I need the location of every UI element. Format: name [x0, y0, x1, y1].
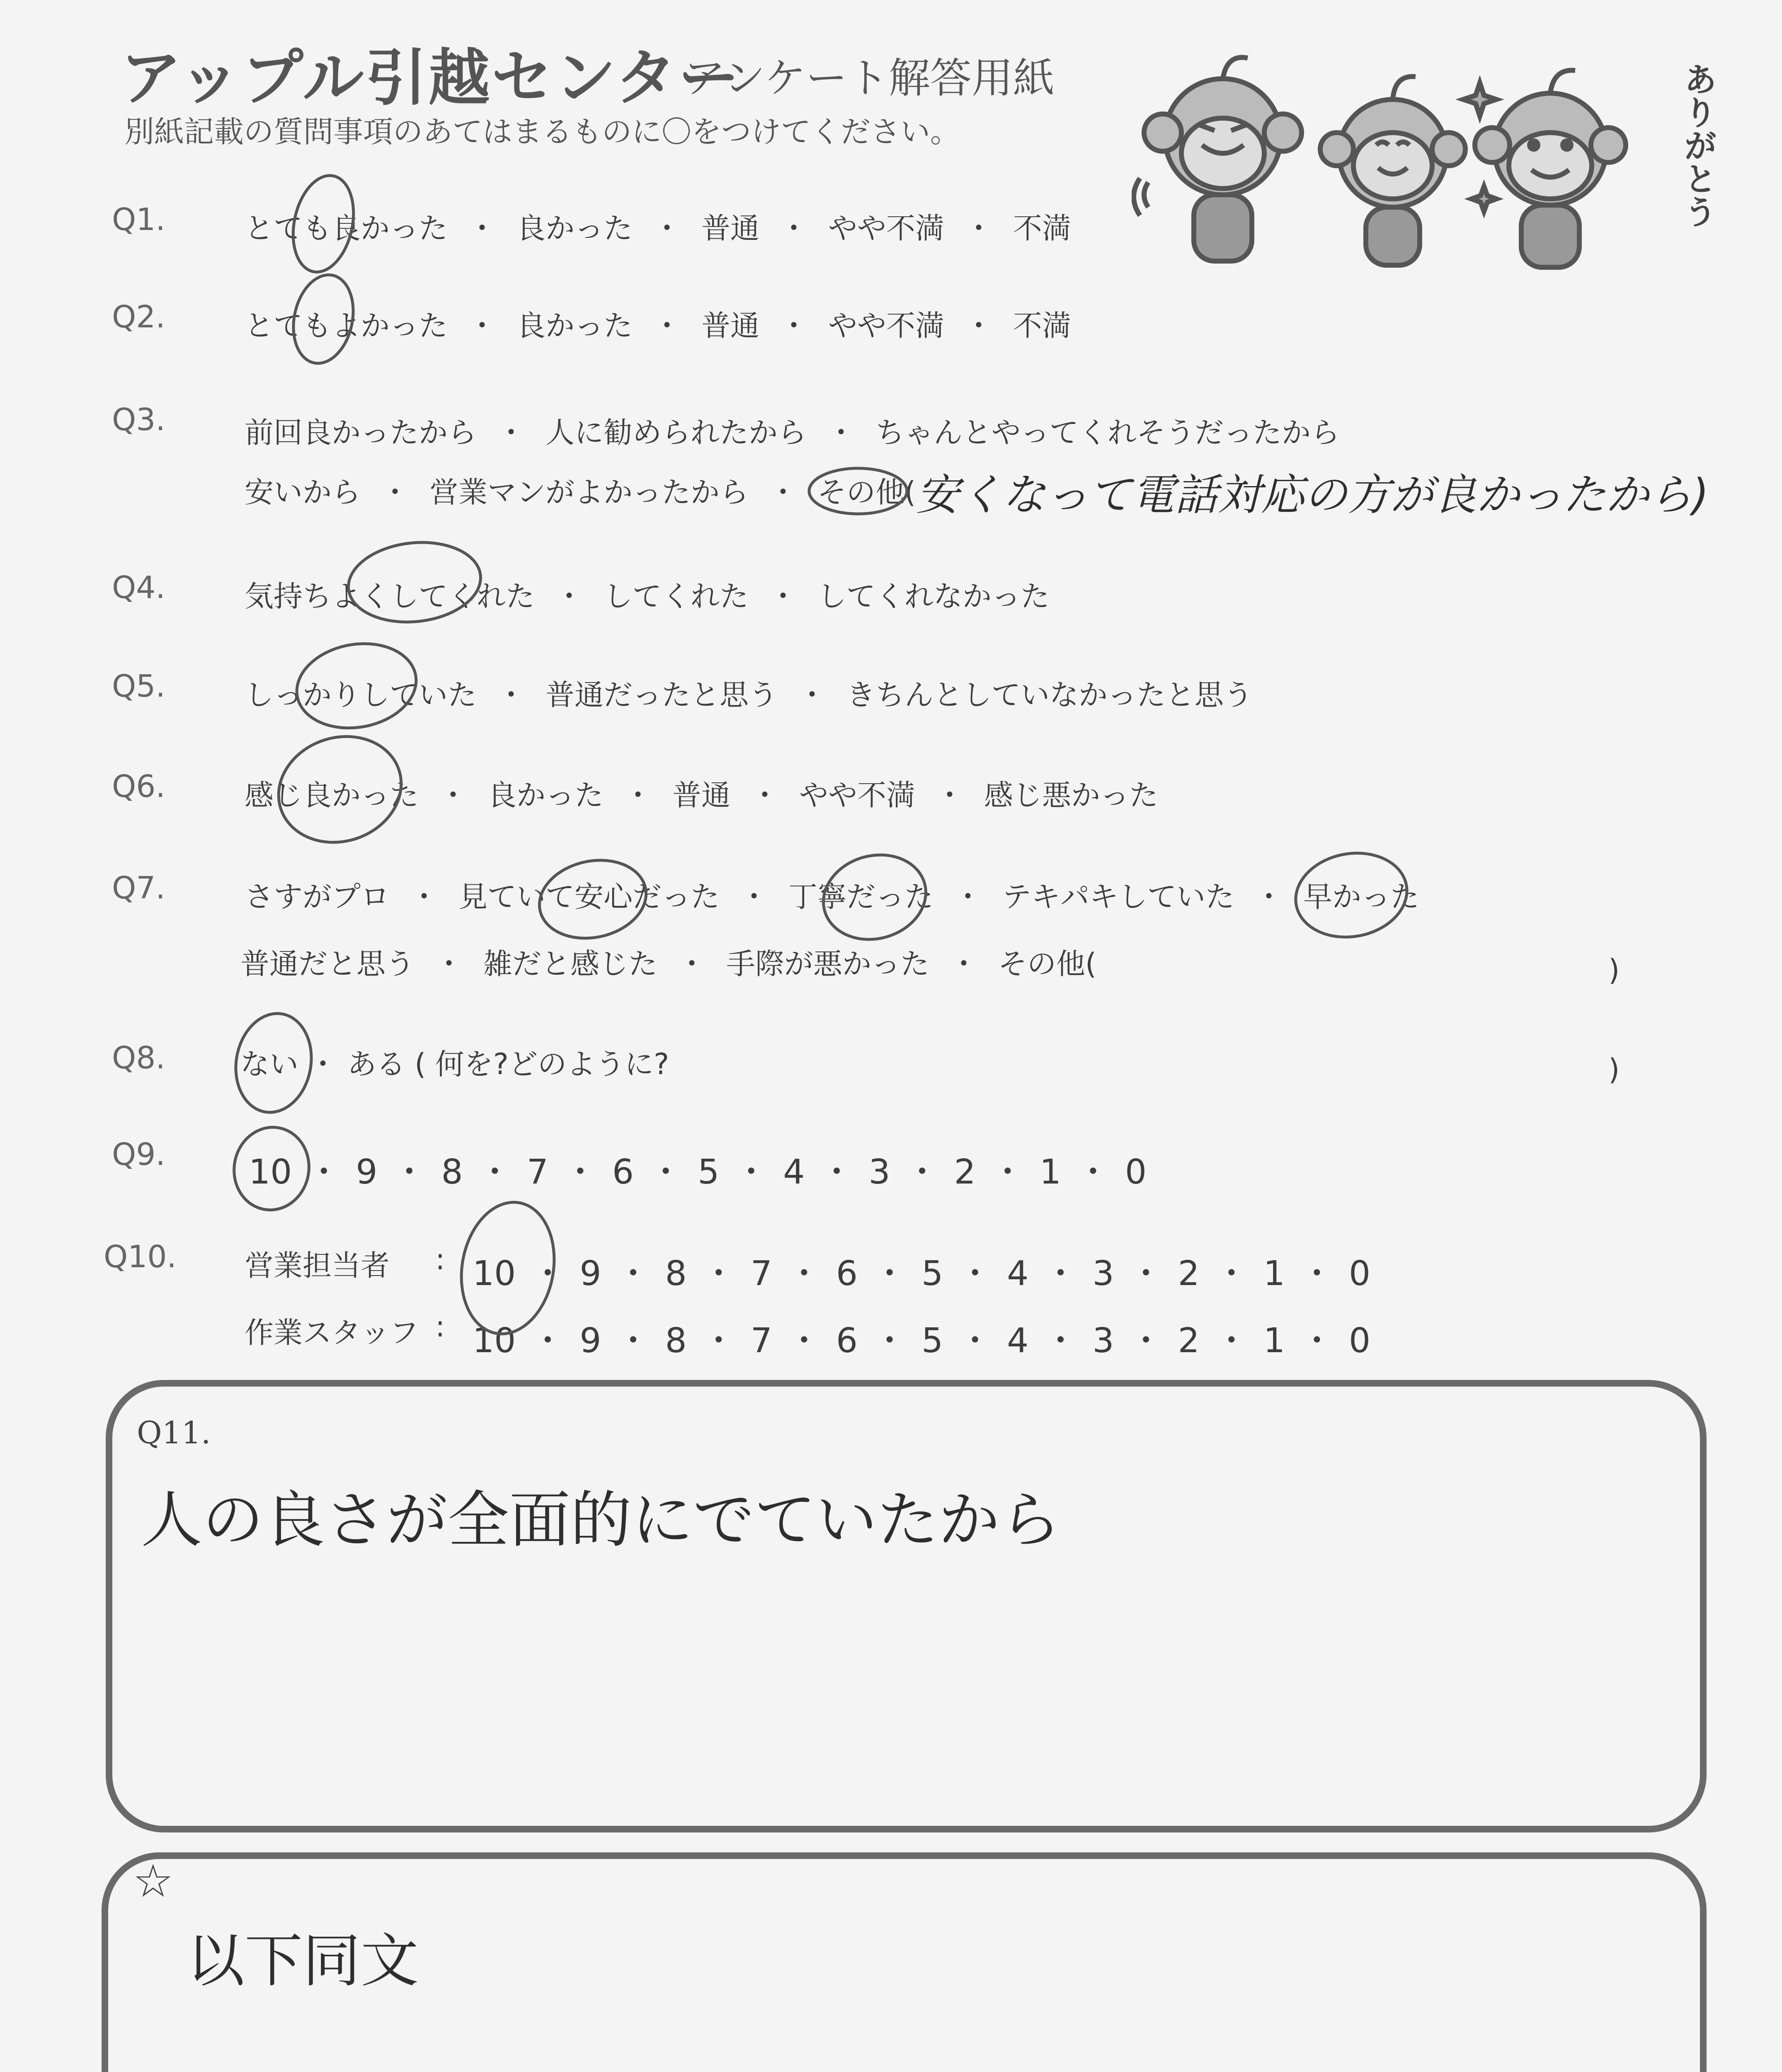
option-good[interactable]: 良かった: [516, 211, 633, 245]
rating-1[interactable]: 1: [1263, 1321, 1285, 1360]
rating-3[interactable]: 3: [868, 1152, 890, 1192]
q11-answer-box[interactable]: [106, 1380, 1707, 1832]
option-dissatisfied[interactable]: 不満: [1013, 211, 1071, 245]
selection-circle-mark: [812, 850, 937, 945]
option-bad[interactable]: 感じ悪かった: [984, 778, 1158, 812]
option-cheap[interactable]: 安いから: [245, 475, 361, 509]
option-average[interactable]: 普通: [701, 211, 759, 245]
option-other[interactable]: その他(: [817, 475, 916, 509]
instruction-text: 別紙記載の質問事項のあてはまるものに〇をつけてください。: [124, 114, 960, 149]
option-recommended[interactable]: 人に勧められたから: [546, 416, 807, 450]
rating-2[interactable]: 2: [954, 1152, 976, 1192]
option-reassuring[interactable]: 見ていて安心だった: [458, 880, 720, 914]
rating-8[interactable]: 8: [441, 1152, 463, 1192]
rating-7[interactable]: 7: [750, 1321, 772, 1360]
question-number: Q4.: [112, 570, 165, 605]
rating-8[interactable]: 8: [665, 1254, 687, 1293]
option-normal[interactable]: 普通だったと思う: [546, 678, 778, 712]
rating-2[interactable]: 2: [1178, 1254, 1200, 1293]
rating-9[interactable]: 9: [579, 1254, 601, 1293]
option-very-nice[interactable]: 感じ良かった: [245, 778, 419, 812]
option-not-proper[interactable]: きちんとしていなかったと思う: [846, 678, 1253, 712]
option-dissatisfied[interactable]: 不満: [1013, 309, 1071, 343]
option-slightly-dissatisfied[interactable]: やや不満: [799, 778, 915, 812]
option-very-good[interactable]: とてもよかった: [245, 309, 448, 343]
rating-4[interactable]: 4: [1007, 1321, 1029, 1360]
rating-row-label: 作業スタッフ: [245, 1316, 419, 1350]
selection-circle-mark: [286, 269, 361, 369]
rating-1[interactable]: 1: [1039, 1152, 1062, 1192]
question-options: 普通だと思う ・ 雑だと感じた ・ 手際が悪かった ・ その他(: [240, 947, 1097, 981]
option-efficient[interactable]: テキパキしていた: [1002, 880, 1234, 914]
colon: :: [435, 1242, 445, 1276]
question-number: Q1.: [112, 202, 165, 237]
option-slightly-dissatisfied[interactable]: やや不満: [828, 211, 944, 245]
question-number: Q6.: [112, 769, 165, 804]
question-options: 気持ちよくしてくれた ・ してくれた ・ してくれなかった: [245, 579, 1050, 613]
question-number: Q2.: [112, 299, 165, 335]
question-number: Q8.: [112, 1040, 165, 1076]
selection-circle-mark: [340, 535, 489, 630]
rating-4[interactable]: 4: [783, 1152, 805, 1192]
rating-9[interactable]: 9: [579, 1321, 601, 1360]
rating-5[interactable]: 5: [698, 1152, 720, 1192]
rating-6[interactable]: 6: [836, 1254, 858, 1293]
option-professional[interactable]: さすがプロ: [245, 880, 390, 914]
selection-circle-mark: [290, 638, 423, 733]
selection-circle-mark: [286, 170, 361, 278]
question-number: Q9.: [112, 1137, 165, 1172]
rating-3[interactable]: 3: [1092, 1321, 1114, 1360]
selection-circle-mark: [448, 1193, 568, 1343]
option-good[interactable]: 良かった: [516, 309, 633, 343]
option-fast[interactable]: 早かった: [1303, 880, 1419, 914]
rating-9[interactable]: 9: [356, 1152, 378, 1192]
question-number: Q3.: [112, 402, 165, 438]
option-careful[interactable]: 丁寧だった: [788, 880, 933, 914]
option-did[interactable]: してくれた: [604, 579, 749, 613]
rating-scale: 10 ・ 9 ・ 8 ・ 7 ・ 6 ・ 5 ・ 4 ・ 3 ・ 2 ・ 1 ・ 0: [249, 1152, 1147, 1192]
selection-circle-mark: [269, 729, 410, 850]
question-options: さすがプロ ・ 見ていて安心だった ・ 丁寧だった ・ テキパキしていた ・ 早かった: [245, 880, 1419, 914]
option-sloppy[interactable]: 雑だと感じた: [483, 947, 657, 981]
comment-handwritten-answer: 以下同文: [187, 1927, 419, 1995]
rating-5[interactable]: 5: [921, 1254, 943, 1293]
rating-scale: 10 ・ 9 ・ 8 ・ 7 ・ 6 ・ 5 ・ 4 ・ 3 ・ 2 ・ 1 ・ 0: [473, 1254, 1371, 1293]
rating-8[interactable]: 8: [665, 1321, 687, 1360]
rating-7[interactable]: 7: [750, 1254, 772, 1293]
option-good-salesperson[interactable]: 営業マンがよかったから: [429, 475, 749, 509]
rating-scale: 10 ・ 9 ・ 8 ・ 7 ・ 6 ・ 5 ・ 4 ・ 3 ・ 2 ・ 1 ・ 0: [473, 1321, 1371, 1360]
closing-parenthesis: ): [1608, 1053, 1620, 1087]
option-seemed-reliable[interactable]: ちゃんとやってくれそうだったから: [875, 416, 1340, 450]
question-number: Q10.: [104, 1239, 177, 1275]
rating-7[interactable]: 7: [526, 1152, 548, 1192]
option-solid[interactable]: しっかりしていた: [245, 678, 477, 712]
option-normal[interactable]: 普通だと思う: [240, 947, 415, 981]
rating-0[interactable]: 0: [1349, 1321, 1371, 1360]
rating-4[interactable]: 4: [1007, 1254, 1029, 1293]
q11-handwritten-answer: 人の良さが全面的にでていたから: [141, 1484, 1061, 1556]
rating-row-label: 営業担当者: [245, 1249, 390, 1283]
star-icon: ☆: [133, 1854, 174, 1907]
rating-0[interactable]: 0: [1349, 1254, 1371, 1293]
option-good-last-time[interactable]: 前回良かったから: [245, 416, 477, 450]
rating-3[interactable]: 3: [1092, 1254, 1114, 1293]
question-options: とても良かった ・ 良かった ・ 普通 ・ やや不満 ・ 不満: [245, 211, 1071, 245]
option-did-not[interactable]: してくれなかった: [817, 579, 1050, 613]
option-poor-handling[interactable]: 手際が悪かった: [726, 947, 929, 981]
option-other[interactable]: その他(: [998, 947, 1097, 981]
question-options: とてもよかった ・ 良かった ・ 普通 ・ やや不満 ・ 不満: [245, 309, 1071, 343]
option-good[interactable]: 良かった: [487, 778, 604, 812]
form-subtitle: アンケート解答用紙: [684, 54, 1055, 102]
selection-circle-mark: [1285, 845, 1418, 945]
rating-10[interactable]: 10: [249, 1152, 292, 1192]
option-average[interactable]: 普通: [701, 309, 759, 343]
mascot-caption: ありがとう: [1678, 62, 1717, 228]
selection-circle-mark: [224, 1119, 319, 1218]
closing-parenthesis: ): [1608, 953, 1620, 987]
question-options: しっかりしていた ・ 普通だったと思う ・ きちんとしていなかったと思う: [245, 678, 1253, 712]
colon: :: [435, 1310, 445, 1343]
rating-2[interactable]: 2: [1178, 1321, 1200, 1360]
q11-label: Q11.: [137, 1415, 211, 1451]
handwritten-other-answer: 安くなって電話対応の方が良かったから): [916, 470, 1709, 520]
rating-0[interactable]: 0: [1125, 1152, 1147, 1192]
option-slightly-dissatisfied[interactable]: やや不満: [828, 309, 944, 343]
question-options: ない ・ ある ( 何を?どのように?: [240, 1047, 669, 1081]
rating-1[interactable]: 1: [1263, 1254, 1285, 1293]
question-options: 安いから ・ 営業マンがよかったから ・ その他(: [245, 475, 916, 509]
selection-circle-mark: [804, 460, 912, 522]
selection-circle-mark: [224, 1007, 323, 1119]
question-options: 前回良かったから ・ 人に勧められたから ・ ちゃんとやってくれそうだったから: [245, 416, 1340, 450]
mascot-illustration: [1132, 41, 1720, 274]
question-number: Q5.: [112, 668, 165, 704]
rating-6[interactable]: 6: [612, 1152, 634, 1192]
rating-10[interactable]: 10: [473, 1321, 516, 1360]
rating-10[interactable]: 10: [473, 1254, 516, 1293]
option-average[interactable]: 普通: [672, 778, 730, 812]
question-number: Q7.: [112, 870, 165, 906]
brand-title: アップル引越センター: [120, 42, 741, 114]
option-very-good[interactable]: とても良かった: [245, 211, 448, 245]
option-some[interactable]: ある ( 何を?どのように?: [347, 1047, 669, 1081]
selection-circle-mark: [531, 854, 655, 945]
option-none[interactable]: ない: [240, 1047, 298, 1081]
rating-6[interactable]: 6: [836, 1321, 858, 1360]
option-very-pleasant[interactable]: 気持ちよくしてくれた: [245, 579, 535, 613]
rating-5[interactable]: 5: [921, 1321, 943, 1360]
question-options: 感じ良かった ・ 良かった ・ 普通 ・ やや不満 ・ 感じ悪かった: [245, 778, 1158, 812]
